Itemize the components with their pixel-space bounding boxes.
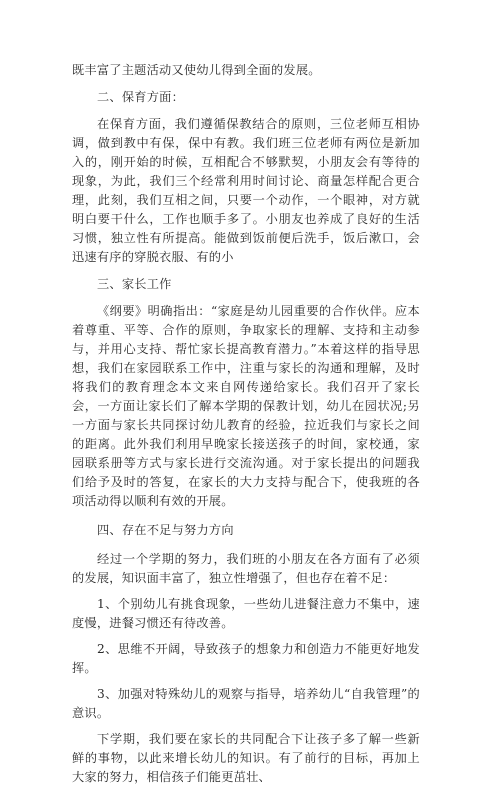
paragraph-continuation: 既丰富了主题活动又使幼儿得到全面的发展。 xyxy=(72,63,321,77)
paragraph-childcare: 在保育方面，我们遵循保教结合的原则，三位老师互相协调，做到教中有保，保中有教。我们班三位老师有两位是新加入的，刚开始的时候，互相配合不够默契，小朋友会有等待的现象，为此，我们三个经常利用时间讨论、商量怎样配合更合理，此刻，我们互相之间，只要一个动作，一个眼神，对方就明白要干什么，工作也顺手多了。小朋友也养成了良好的生活习惯，独立性有所提高。能做到饭前便后洗手，饭后漱口，会迅速有序的穿脱衣服、有的小 xyxy=(72,117,420,264)
list-item-picky-eating: 1、个别幼儿有挑食现象，一些幼儿进餐注意力不集中，速度慢，进餐习惯还有待改善。 xyxy=(72,597,420,630)
section-heading-parents: 三、家长工作 xyxy=(97,277,172,291)
list-item-thinking: 2、思维不开阔，导致孩子的想象力和创造力不能更好地发挥。 xyxy=(72,642,420,675)
paragraph-shortcomings-intro: 经过一个学期的努力，我们班的小朋友在各方面有了必须的发展，知识面丰富了，独立性增强了，但也存在着不足： xyxy=(72,552,420,585)
section-heading-shortcomings: 四、存在不足与努力方向 xyxy=(97,523,234,537)
section-heading-childcare: 二、保育方面： xyxy=(97,90,185,104)
list-item-special-children: 3、加强对特殊幼儿的观察与指导，培养幼儿“自我管理”的意识。 xyxy=(72,687,420,720)
paragraph-next-semester: 下学期，我们要在家长的共同配合下让孩子多了解一些新鲜的事物，以此来增长幼儿的知识。有了前行的目标，再加上大家的努力，相信孩子们能更茁壮、 xyxy=(72,732,420,784)
paragraph-parents: 《纲要》明确指出：“家庭是幼儿园重要的合作伙伴。应本着尊重、平等、合作的原则，争取家长的理解、支持和主动参与，并用心支持、帮忙家长提高教育潜力。”本着这样的指导思想，我们在家园联系工作中，注重与家长的沟通和理解，及时将我们的教育理念本文来自网传递给家长。我们召开了家长会，一方面让家长们了解本学期的保教计划，幼儿在园状况;另一方面与家长共同探讨幼儿教育的经验，拉近我们与家长之间的距离。此外我们利用早晚家长接送孩子的时间，家校通，家园联系册等方式与家长进行交流沟通。对于家长提出的问题我们给予及时的答复，在家长的大力支持与配合下，使我班的各项活动得以顺利有效的开展。 xyxy=(72,304,420,508)
